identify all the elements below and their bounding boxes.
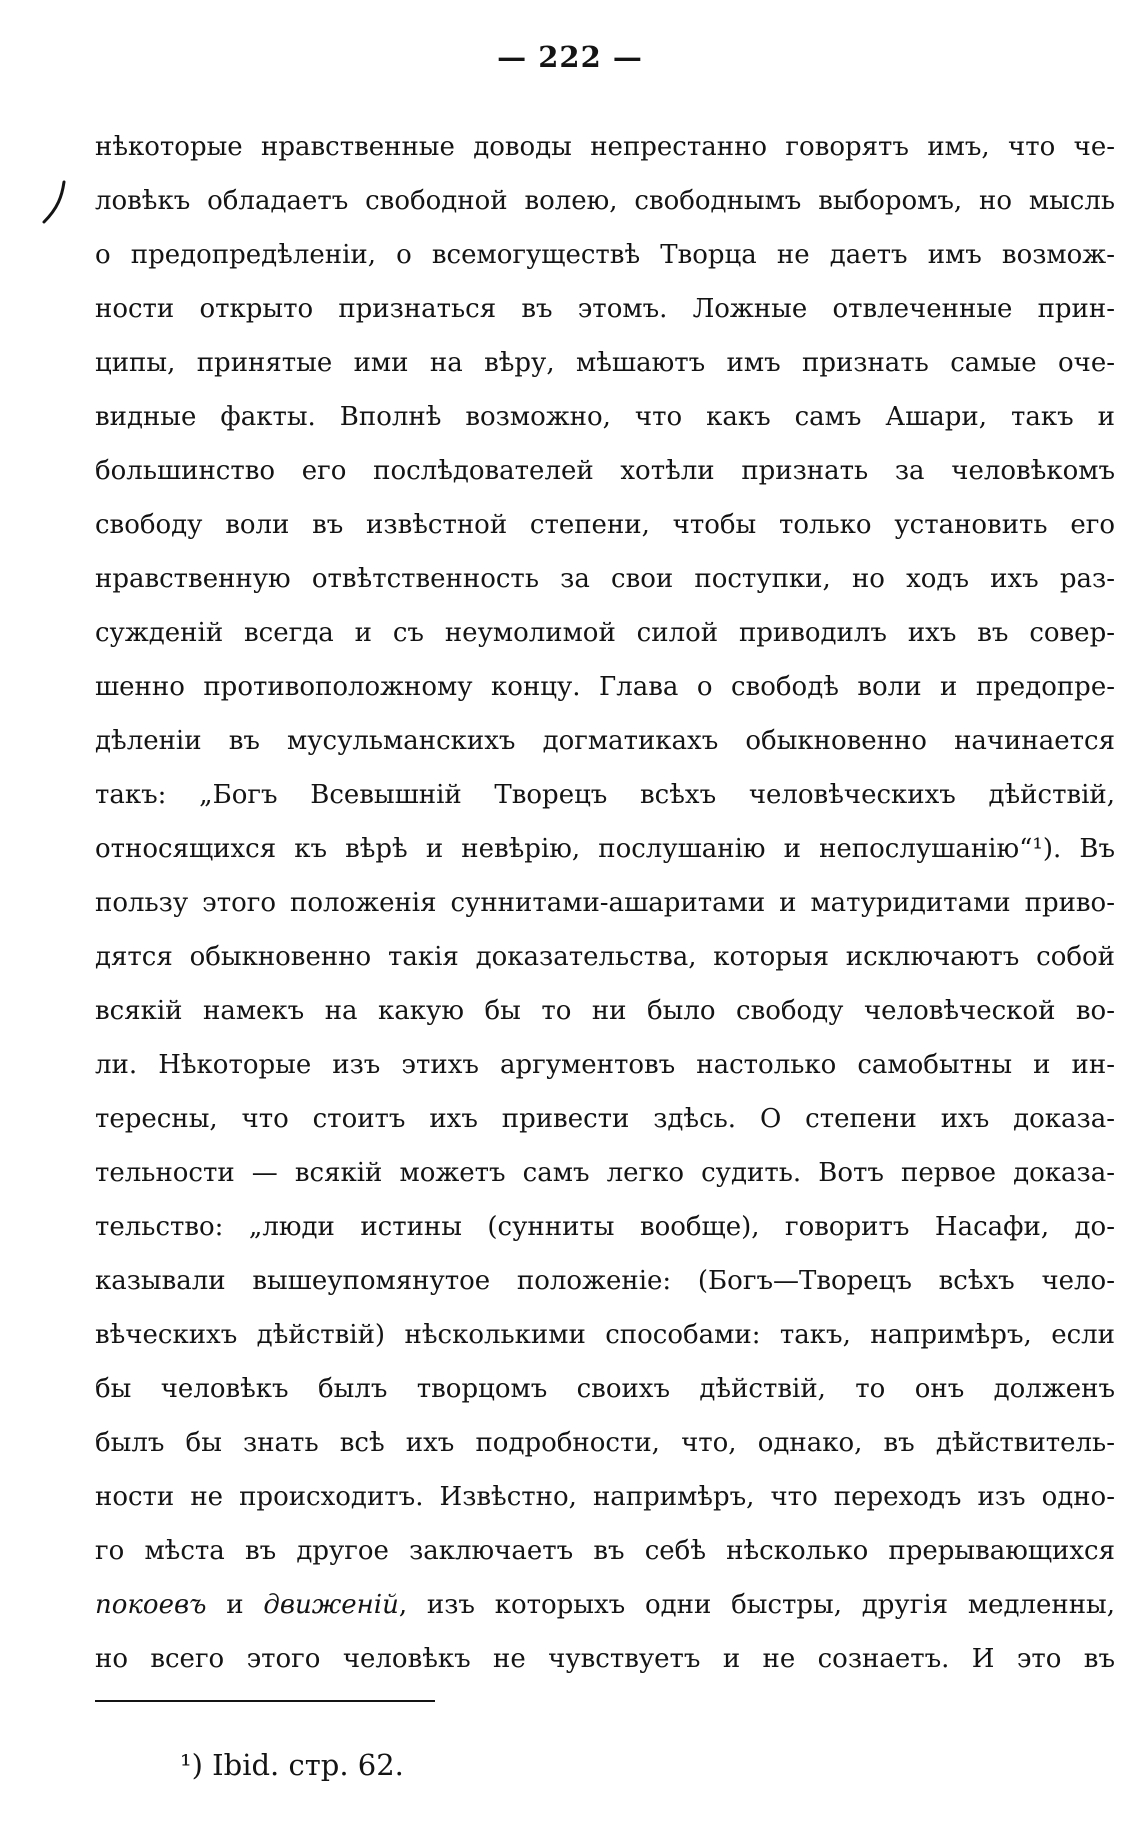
- text-line-italic: [95, 1578, 1115, 1632]
- text-line: большинство его послѣдователей хотѣли признать за человѣкомъ: [95, 456, 1115, 486]
- text-line: пользу этого положенія суннитами-ашаритами и матуридитами приво-: [95, 888, 1115, 918]
- text-line: казывали вышеупомянутое положеніе: (Богъ—Творецъ всѣхъ чело-: [95, 1266, 1115, 1296]
- text-line: нравственную отвѣтственность за свои поступки, но ходъ ихъ раз-: [95, 564, 1115, 594]
- text-line: ности открыто признаться въ этомъ. Ложные отвлеченные прин-: [95, 294, 1115, 324]
- italic-term-rest: покоевъ: [95, 1590, 207, 1620]
- text-line: о предопредѣленіи, о всемогуществѣ Творца не даетъ имъ возмож-: [95, 240, 1115, 270]
- text-line: нѣкоторые нравственные доводы непрестанно говорятъ имъ, что че-: [95, 132, 1115, 162]
- text-line: шенно противоположному концу. Глава о свободѣ воли и предопре-: [95, 672, 1115, 702]
- text-line: тельство: „люди истины (сунниты вообще), говоритъ Насафи, до-: [95, 1212, 1115, 1242]
- text-line: ципы, принятые ими на вѣру, мѣшаютъ имъ признать самые оче-: [95, 348, 1115, 378]
- text-line: го мѣста въ другое заключаетъ въ себѣ нѣсколько прерывающихся: [95, 1536, 1115, 1566]
- page-number: — 222 —: [497, 40, 643, 74]
- margin-pencil-mark: [36, 178, 76, 228]
- text-line: бы человѣкъ былъ творцомъ своихъ дѣйствій, то онъ долженъ: [95, 1374, 1115, 1404]
- text-line: свободу воли въ извѣстной степени, чтобы только установить его: [95, 510, 1115, 540]
- body-text: [95, 120, 1115, 1686]
- text-line: дѣленіи въ мусульманскихъ догматикахъ обыкновенно начинается: [95, 726, 1115, 756]
- text-line: дятся обыкновенно такія доказательства, которыя исключаютъ собой: [95, 942, 1115, 972]
- footnote-marker: ¹): [180, 1748, 203, 1782]
- text-line: былъ бы знать всѣ ихъ подробности, что, однако, въ дѣйствитель-: [95, 1428, 1115, 1458]
- footnote-divider: [95, 1700, 435, 1702]
- text-line: относящихся къ вѣрѣ и невѣрію, послушанію и непослушанію“¹). Въ: [95, 834, 1115, 864]
- conjunction: и: [206, 1590, 264, 1620]
- text-line: ности не происходитъ. Извѣстно, напримѣръ, что переходъ изъ одно-: [95, 1482, 1115, 1512]
- text-line: видные факты. Вполнѣ возможно, что какъ самъ Ашари, такъ и: [95, 402, 1115, 432]
- italic-term-motion: движеній: [263, 1590, 399, 1620]
- line-rest: , изъ которыхъ одни быстры, другія медленны,: [398, 1590, 1115, 1620]
- text-line: сужденій всегда и съ неумолимой силой приводилъ ихъ въ совер-: [95, 618, 1115, 648]
- text-line: всякій намекъ на какую бы то ни было свободу человѣческой во-: [95, 996, 1115, 1026]
- text-line: ли. Нѣкоторые изъ этихъ аргументовъ настолько самобытны и ин-: [95, 1050, 1115, 1080]
- text-line: тересны, что стоитъ ихъ привести здѣсь. О степени ихъ доказа-: [95, 1104, 1115, 1134]
- text-line: но всего этого человѣкъ не чувствуетъ и не сознаетъ. И это въ: [95, 1644, 1115, 1674]
- text-line: ловѣкъ обладаетъ свободной волею, свободнымъ выборомъ, но мысль: [95, 186, 1115, 216]
- text-line: такъ: „Богъ Всевышній Творецъ всѣхъ человѣческихъ дѣйствій,: [95, 780, 1115, 810]
- text-line: тельности — всякій можетъ самъ легко судить. Вотъ первое доказа-: [95, 1158, 1115, 1188]
- footnote-text: Ibid. стр. 62.: [202, 1748, 404, 1782]
- footnote: [180, 1745, 404, 1785]
- text-line: вѣческихъ дѣйствій) нѣсколькими способами: такъ, напримѣръ, если: [95, 1320, 1115, 1350]
